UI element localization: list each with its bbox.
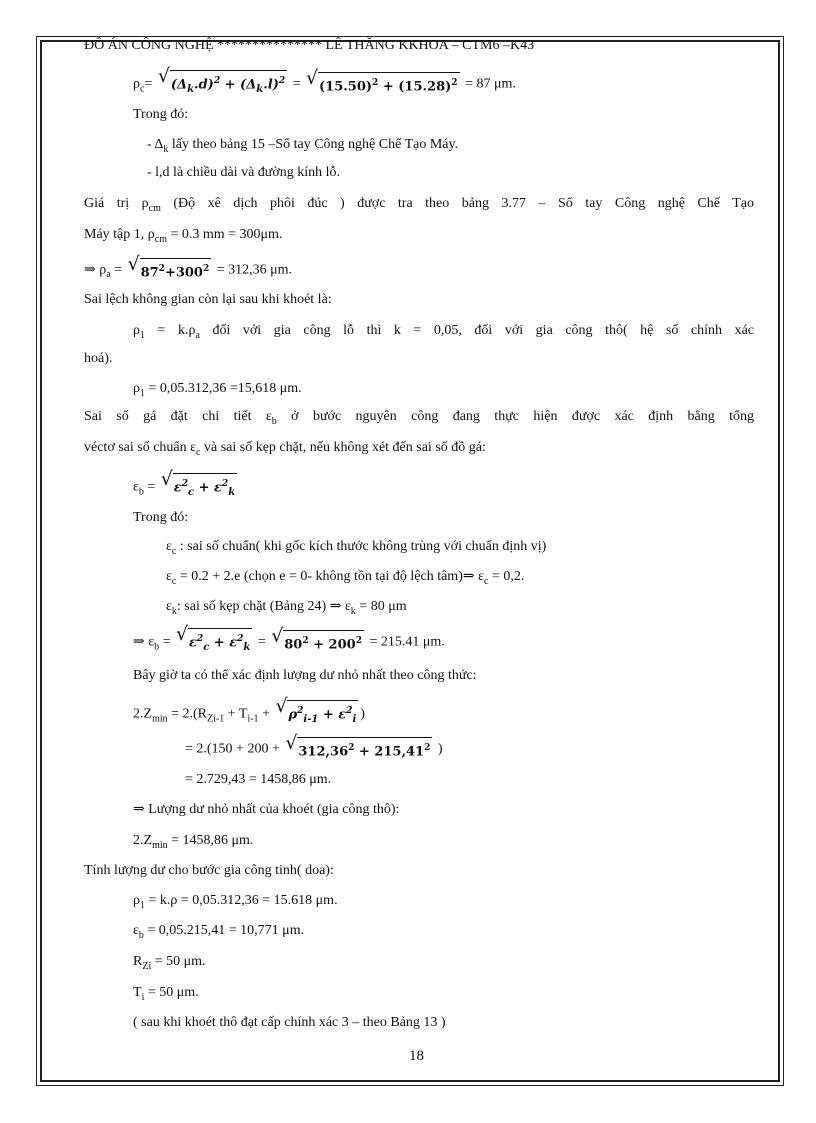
formula-t-i: $T_i = 50$ μm. [133,985,199,1003]
formula-rho-1-value: $\rho_1 = 0,05.312,36 =15,618$ μm. [133,381,302,399]
formula-z-min-result: $2.Z_{min} = 1458,86$ μm. [133,833,254,851]
paragraph-note: ( sau khi khoét thô đạt cấp chính xác 3 – theo Bảng 13 ) [133,1015,446,1030]
formula-eps-b: $\varepsilon_b$ = √ $\varepsilon^2_c + \varepsilon^2_k$ [133,473,239,502]
formula-rho-c: $\rho_c=$ √ $(\Delta_k.d)^2 + (\Delta_k.l)^2$ = √ $(15.50)^2 + (15.28)^2 = 87$ μm. [133,70,516,99]
formula-z-min-step3: = 2.729,43 = 1458,86 μm. [185,772,332,787]
definition-eps-c-value: $\varepsilon_c = 0.2 + 2.e$ (chọn e = 0- không tồn tại độ lệch tâm)⇒ $\varepsilon_c = 0,2$. [166,569,525,587]
formula-r-zi: $R_{Zi} = 50$ μm. [133,954,206,972]
definition-eps-c: $\varepsilon_c$ : sai số chuẩn( khi gốc kích thước không trùng với chuẩn định vị) [166,539,547,557]
page-number: 18 [409,1048,424,1064]
paragraph-sai-lech: Sai lệch không gian còn lại sau khi khoét là: [84,292,332,307]
paragraph-tinh: Tính lượng dư cho bước gia công tinh( doa): [84,863,334,878]
page-header: ĐỒ ÁN CÔNG NGHỆ *************** LÊ THĂNG KKHOA – CTM6 –K43 [84,38,535,53]
paragraph-bay-gio: Bây giờ ta có thể xác định lượng dư nhỏ nhất theo công thức: [133,668,477,683]
formula-eps-b-result: ⇒ $\varepsilon_b$ = √ $\varepsilon^2_c + \varepsilon^2_k$ = √ $80^2 + 200^2 = 215.41$ μm. [133,628,445,657]
formula-eps-b-tinh: $\varepsilon_b = 0,05.215,41 = 10,771$ μm. [133,923,305,941]
paragraph-hoa: hoá). [84,351,113,366]
formula-rho-1: $\rho_1 = k.\rho_a$ đối với gia công lỗ thì k = 0,05, đối với gia công thô( hệ số chính xác [133,323,754,341]
paragraph-gia-tri-cont: Máy tập 1, $\rho_{cm} = 0.3$ mm = 300μm. [84,227,283,245]
trong-do-label: Trong đó: [133,107,189,122]
formula-rho-1-tinh: $\rho_1 = k.\rho = 0,05.312,36 = 15.618$ μm. [133,893,338,911]
paragraph-vecto: véctơ sai số chuẩn $\varepsilon_c$ và sai số kẹp chặt, nếu không xét đến sai số đồ gá: [84,440,486,458]
definition-eps-k: $\varepsilon_k$: sai số kẹp chặt (Bảng 24) ⇒ $\varepsilon_k = 80$ μm [166,599,407,617]
paragraph-sai-so: Sai số gá đặt chi tiết $\varepsilon_b$ ở bước nguyên công đang thực hiện được xác định bằng tổng [84,409,754,427]
formula-z-min: $2.Z_{min} = 2.(R_{Zi-1} + T_{i-1}$ + √ $\rho^2_{i-1} + \varepsilon^2_i$ ) [133,700,365,729]
formula-rho-a: ⇒ $\rho_a$ = √ $87^2+300^2 = 312,36$ μm. [84,253,293,281]
list-item: - $\Delta_k$ lấy theo bảng 15 –Sổ tay Công nghệ Chế Tạo Máy. [147,137,459,155]
list-item: - l,d là chiều dài và đường kính lỗ. [147,165,341,180]
trong-do-label: Trong đó: [133,510,189,525]
paragraph-gia-tri: Giá trị $\rho_{cm}$ (Độ xê dịch phôi đúc ) được tra theo bảng 3.77 – Sổ tay Công nghệ Chế Tạo [84,196,754,214]
paragraph-luong-du: ⇒ Lượng dư nhỏ nhất của khoét (gia công thô): [133,802,400,817]
formula-z-min-step2: = 2.(150 + 200 + √ $312,36^2 + 215,41^2$ ) [185,732,443,760]
